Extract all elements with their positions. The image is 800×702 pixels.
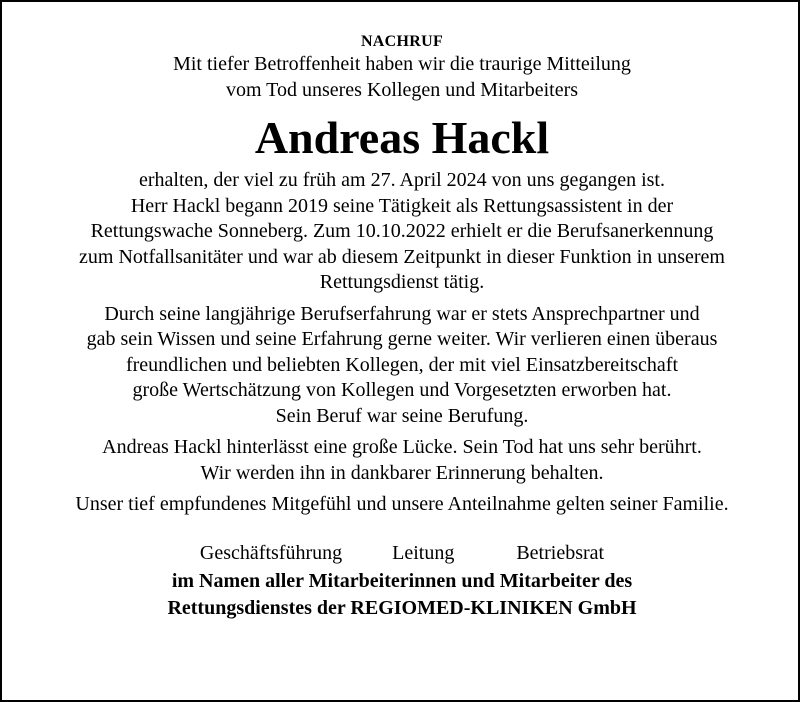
intro-block bbox=[2, 52, 800, 103]
text-line: Rettungswache Sonneberg. Zum 10.10.2022 erhielt er die Berufsanerkennung bbox=[90, 220, 714, 242]
obituary-heading: NACHRUF bbox=[360, 33, 444, 50]
text-line: Andreas Hackl hinterlässt eine große Lücke. Sein Tod hat uns sehr berührt. bbox=[102, 436, 702, 458]
obituary-content bbox=[2, 32, 800, 622]
text-line: gab sein Wissen und seine Erfahrung gerne weiter. Wir verlieren einen überaus bbox=[86, 328, 718, 350]
paragraph-condolence bbox=[2, 492, 800, 518]
signer-works-council: Betriebsrat bbox=[516, 541, 605, 564]
text-line: Herr Hackl begann 2019 seine Tätigkeit als Rettungsassistent in der bbox=[130, 194, 674, 217]
paragraph-loss bbox=[2, 435, 800, 486]
text-line: zum Notfallsanitäter und war ab diesem Zeitpunkt in dieser Funktion in unserem bbox=[79, 245, 725, 268]
signers-row bbox=[2, 540, 800, 566]
deceased-name: Andreas Hackl bbox=[254, 112, 550, 163]
on-behalf-line: im Namen aller Mitarbeiterinnen und Mitarbeiter des bbox=[171, 569, 633, 592]
text-line: Sein Beruf war seine Berufung. bbox=[275, 404, 529, 427]
on-behalf-line: Rettungsdienstes der REGIOMED-KLINIKEN GmbH bbox=[167, 596, 637, 619]
signer-leadership: Leitung bbox=[392, 541, 455, 564]
text-line: freundlichen und beliebten Kollegen, der mit viel Einsatzbereitschaft bbox=[125, 353, 679, 376]
text-line: Unser tief empfundenes Mitgefühl und unsere Anteilnahme gelten seiner Familie. bbox=[75, 493, 729, 515]
text-line: Rettungsdienst tätig. bbox=[319, 271, 485, 293]
text-line: große Wertschätzung von Kollegen und Vorgesetzten erworben hat. bbox=[132, 379, 672, 401]
paragraph-tribute bbox=[2, 302, 800, 430]
text-line: erhalten, der viel zu früh am 27. April 2024 von uns gegangen ist. bbox=[139, 169, 665, 191]
text-line: Durch seine langjährige Berufserfahrung war er stets Ansprechpartner und bbox=[104, 302, 700, 325]
on-behalf-block bbox=[2, 568, 800, 622]
paragraph-career bbox=[2, 168, 800, 296]
signer-management: Geschäftsführung bbox=[199, 541, 343, 564]
text-line: Wir werden ihn in dankbarer Erinnerung behalten. bbox=[200, 461, 604, 484]
intro-line: vom Tod unseres Kollegen und Mitarbeiters bbox=[225, 78, 579, 101]
intro-line: Mit tiefer Betroffenheit haben wir die traurige Mitteilung bbox=[173, 53, 631, 75]
